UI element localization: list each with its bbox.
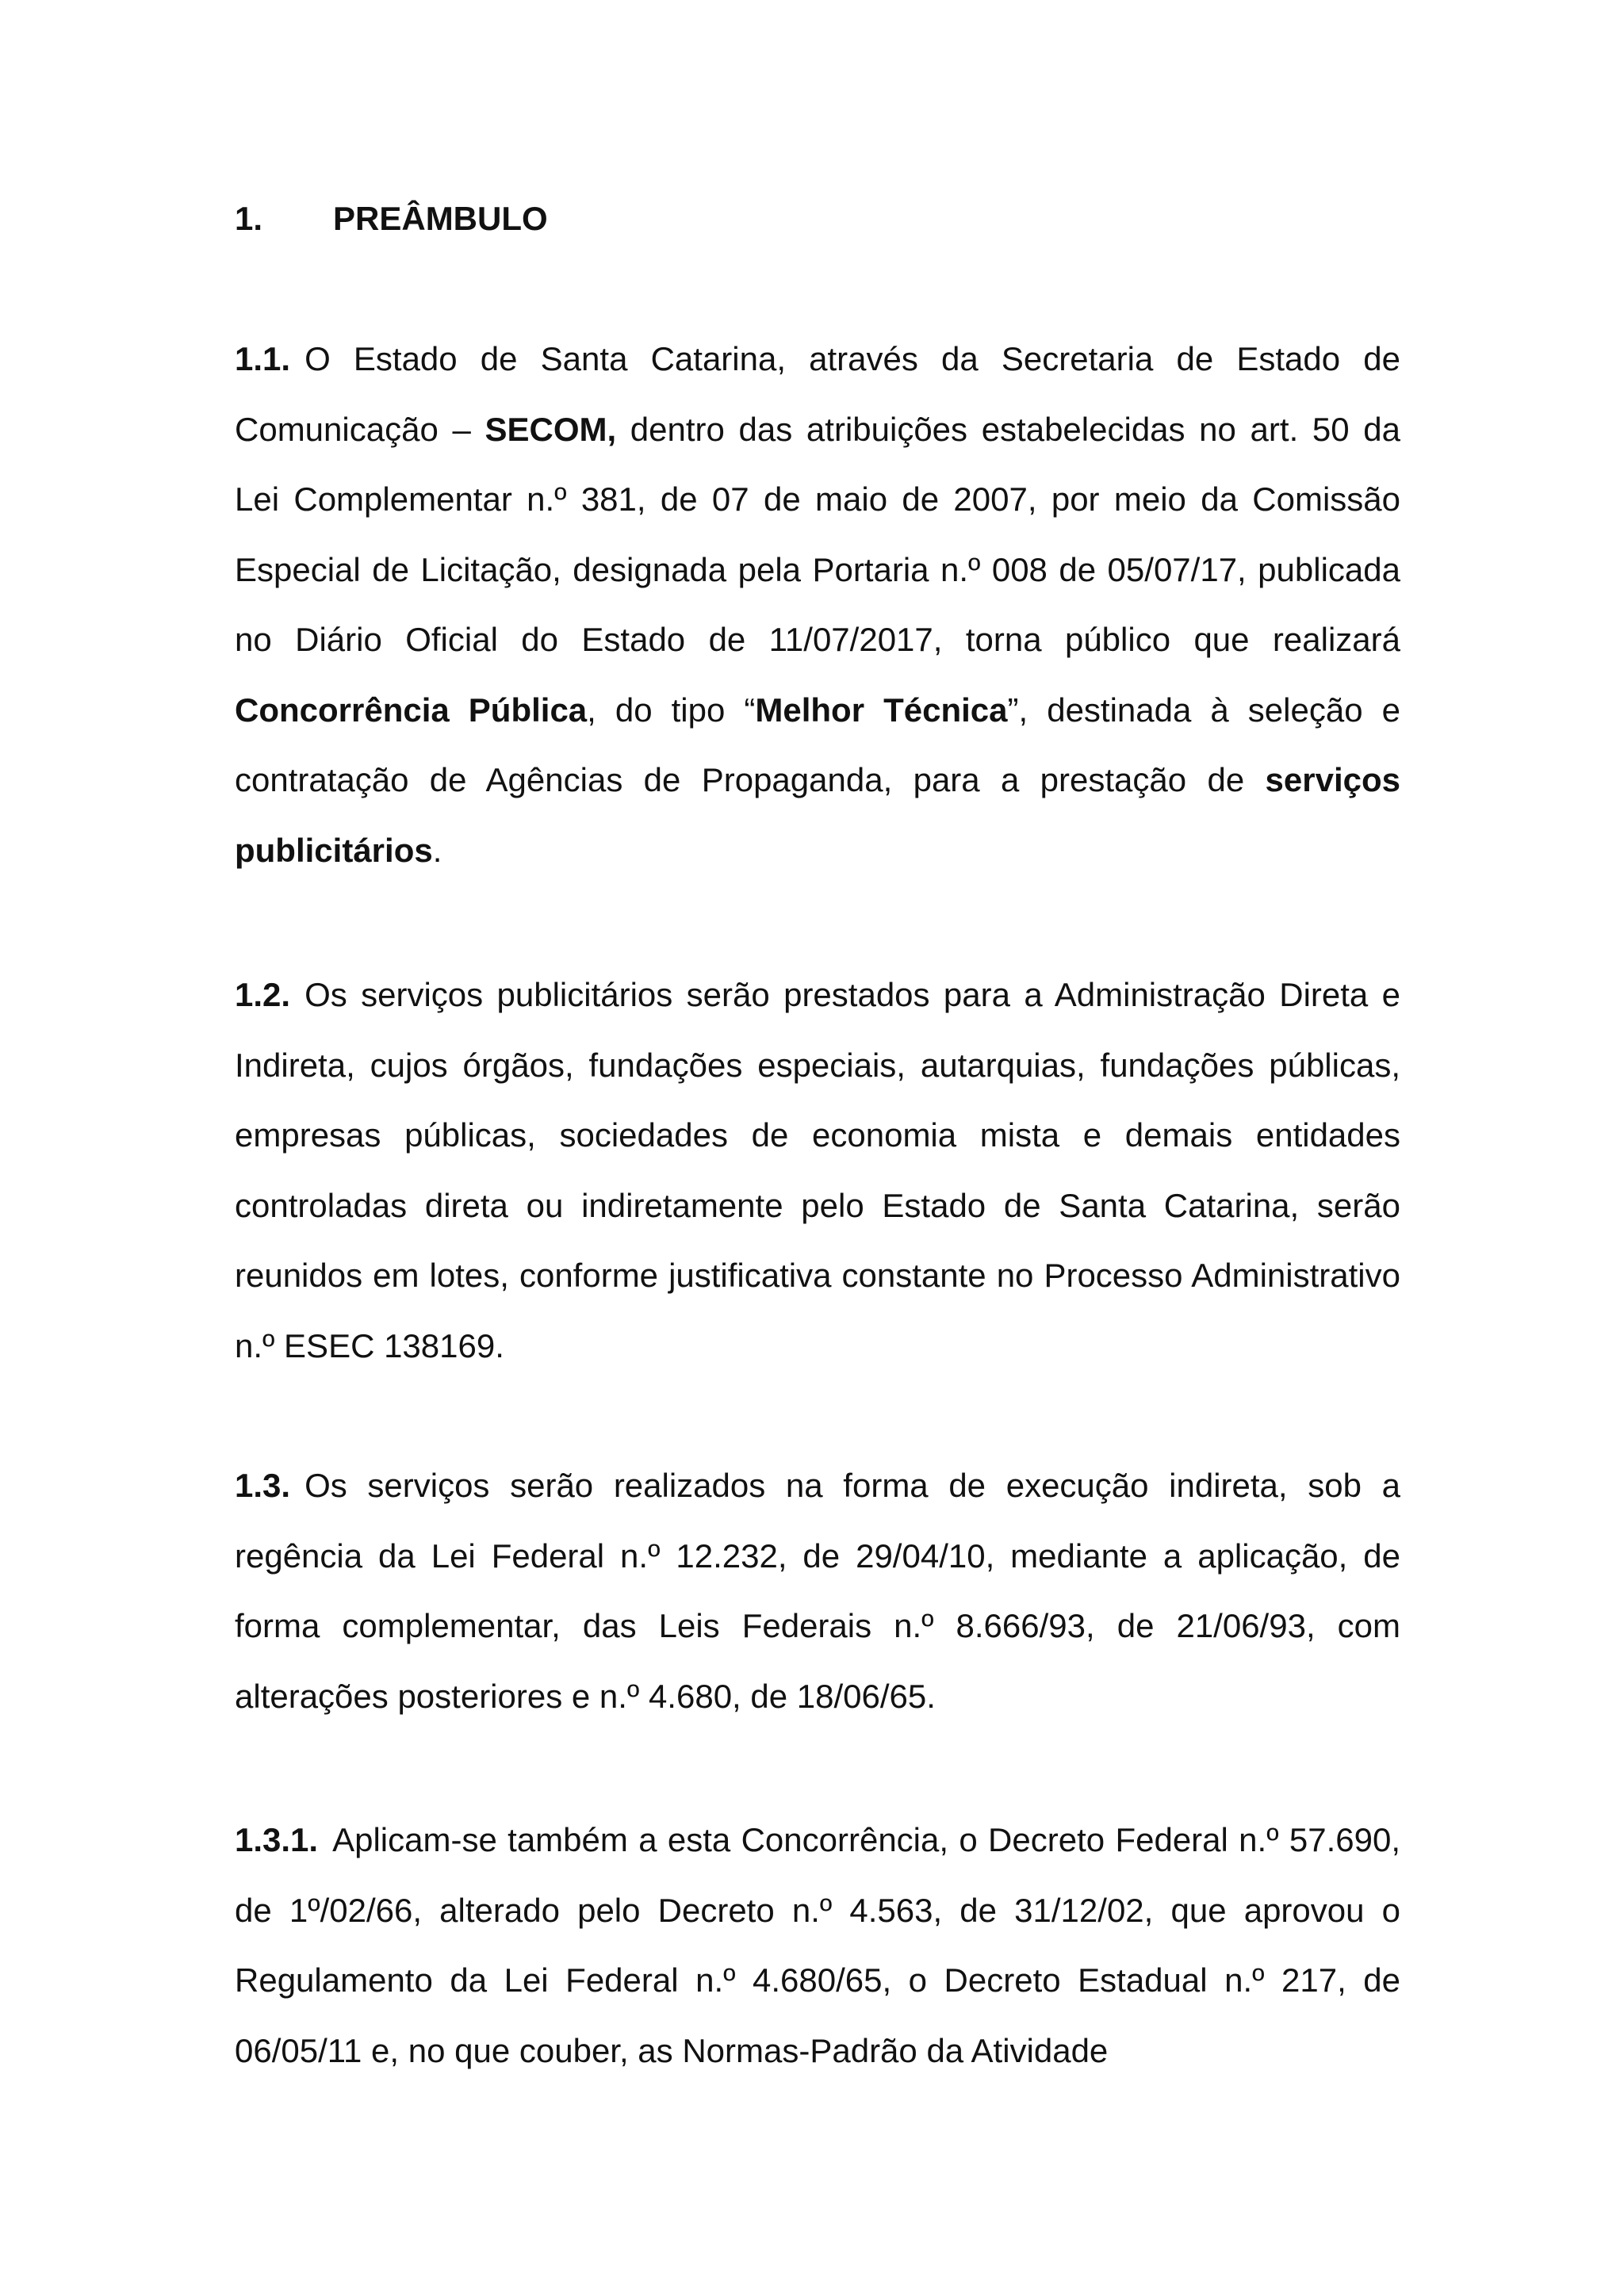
paragraph-text: O Estado de Santa Catarina, através da Secretaria de Estado de Comunicação – — [235, 340, 1400, 448]
paragraph-text: Os serviços publicitários serão prestados para a Administração Direta e Indireta, cujos órgãos, fundações especiais, autarquias, fundações públicas, empresas públicas, sociedades de economia mista e demais entidades controladas direta ou indiretamente pelo Estado de Santa Catarina, serão reunidos em lotes, conforme justificativa constante no Processo Administrativo n.º ESEC 138169. — [235, 976, 1400, 1364]
paragraph-number: 1.3.1. — [235, 1821, 319, 1858]
paragraph-text: dentro das atribuições estabelecidas no art. 50 da Lei Complementar n.º 381, de 07 de maio de 2007, por meio da Comissão Especial de Licitação, designada pela Portaria n.º 008 de 05/07/17, publicada no Diário Oficial do Estado de 11/07/2017, torna público que realizará — [235, 410, 1400, 658]
paragraph-number: 1.3. — [235, 1467, 291, 1504]
section-heading — [235, 195, 548, 243]
bold-text: Concorrência Pública — [235, 691, 588, 729]
paragraph-number: 1.1. — [235, 340, 291, 377]
paragraph-text: , do tipo “ — [587, 691, 756, 729]
paragraph-1-3-1 — [235, 1805, 1400, 2086]
paragraph-number: 1.2. — [235, 976, 291, 1013]
paragraph-1-1 — [235, 324, 1400, 886]
bold-text: Melhor Técnica — [755, 691, 1008, 729]
paragraph-text: . — [432, 831, 442, 869]
heading-number: 1. — [235, 200, 263, 237]
paragraph-text: Os serviços serão realizados na forma de execução indireta, sob a regência da Lei Federal n.º 12.232, de 29/04/10, mediante a aplicação, de forma complementar, das Leis Federais n.º 8.666/93, de 21/06/93, com alterações posteriores e n.º 4.680, de 18/06/65. — [235, 1467, 1400, 1715]
heading-title: PREÂMBULO — [333, 200, 548, 237]
paragraph-1-3 — [235, 1451, 1400, 1732]
paragraph-text: ”, destinada à seleção e contratação de Agências de Propaganda, para a prestação de — [235, 691, 1400, 798]
bold-text: SECOM, — [485, 410, 617, 448]
bold-text: serviços publicitários — [235, 761, 1400, 869]
paragraph-text: Aplicam-se também a esta Concorrência, o Decreto Federal n.º 57.690, de 1º/02/66, alterado pelo Decreto n.º 4.563, de 31/12/02, que aprovou o Regulamento da Lei Federal n.º 4.680/65, o Decreto Estadual n.º 217, de 06/05/11 e, no que couber, as Normas-Padrão da Atividade — [235, 1821, 1400, 2069]
paragraph-1-2 — [235, 960, 1400, 1381]
